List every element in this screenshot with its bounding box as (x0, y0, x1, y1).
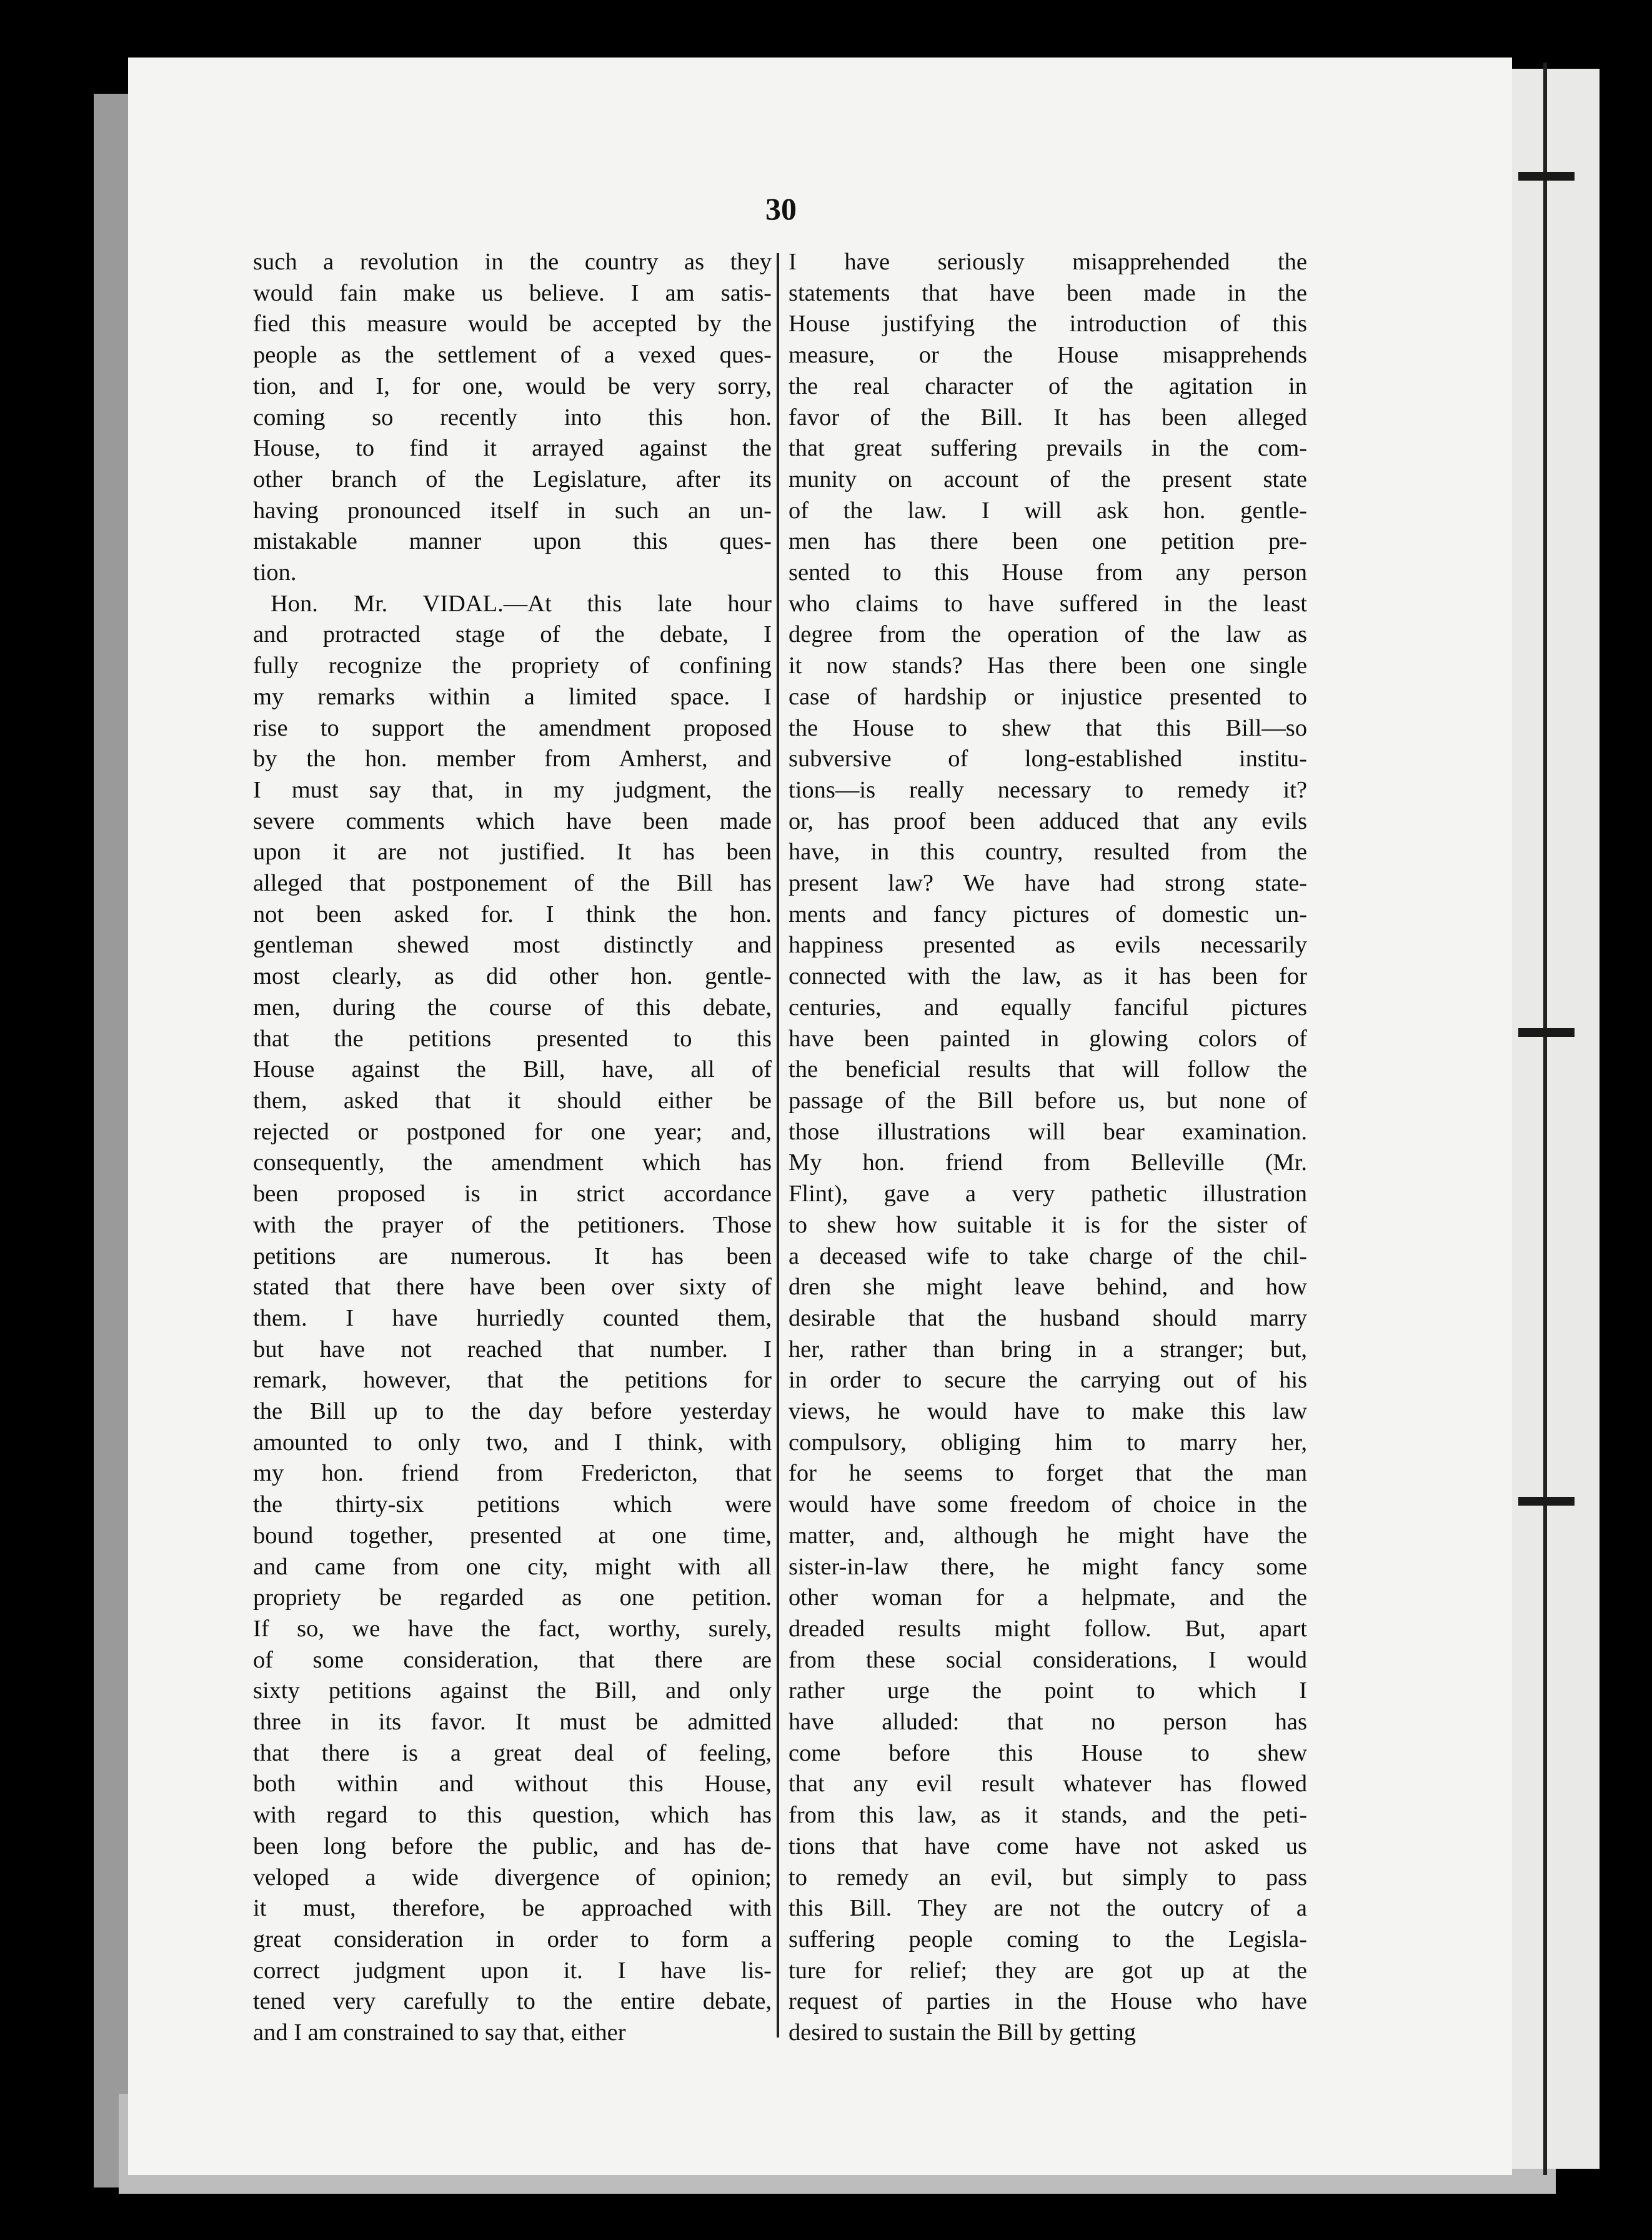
text-line: I have seriously misapprehended the (789, 249, 1307, 275)
text-line: favor of the Bill. It has been alleged (789, 404, 1307, 431)
text-line: with regard to this question, which has (253, 1802, 772, 1829)
text-line: sixty petitions against the Bill, and only (253, 1678, 772, 1704)
text-line: the House to shew that this Bill—so (789, 714, 1307, 741)
text-line: for he seems to forget that the man (789, 1460, 1307, 1487)
text-line: them, asked that it should either be (253, 1087, 772, 1114)
text-line: subversive of long-established institu- (789, 746, 1307, 772)
text-line: that any evil result whatever has flowed (789, 1771, 1307, 1798)
text-line: great consideration in order to form a (253, 1926, 772, 1952)
text-line: that the petitions presented to this (253, 1025, 772, 1052)
stitch-mark (1518, 1028, 1575, 1037)
text-line: statements that have been made in the (789, 279, 1307, 306)
text-line: my hon. friend from Fredericton, that (253, 1460, 772, 1487)
text-line: would fain make us believe. I am satis- (253, 279, 772, 306)
text-line: it must, therefore, be approached with (253, 1895, 772, 1922)
text-line: or, has proof been adduced that any evils (789, 808, 1307, 834)
text-line: tion, and I, for one, would be very sorry, (253, 372, 772, 399)
binding-strip (1512, 69, 1600, 2169)
text-line: most clearly, as did other hon. gentle- (253, 963, 772, 990)
text-line: this Bill. They are not the outcry of a (789, 1895, 1307, 1922)
text-line: House against the Bill, have, all of (253, 1056, 772, 1083)
text-line: degree from the operation of the law as (789, 621, 1307, 648)
text-line: been proposed is in strict accordance (253, 1181, 772, 1208)
text-line: of the law. I will ask hon. gentle- (789, 497, 1307, 524)
text-line: mistakable manner upon this ques- (253, 528, 772, 555)
text-line: rise to support the amendment proposed (253, 714, 772, 741)
column-divider (777, 253, 779, 2038)
text-line: of some consideration, that there are (253, 1646, 772, 1673)
text-line: passage of the Bill before us, but none of (789, 1087, 1307, 1114)
text-line: the beneficial results that will follow the (789, 1056, 1307, 1083)
text-line: gentleman shewed most distinctly and (253, 932, 772, 959)
text-line: connected with the law, as it has been for (789, 963, 1307, 990)
text-line: munity on account of the present state (789, 466, 1307, 492)
text-line: upon it are not justified. It has been (253, 839, 772, 866)
text-line: not been asked for. I think the hon. (253, 901, 772, 928)
text-line: that great suffering prevails in the com- (789, 435, 1307, 462)
text-line: measure, or the House misapprehends (789, 342, 1307, 369)
text-line: fully recognize the propriety of confining (253, 652, 772, 679)
text-line: people as the settlement of a vexed ques- (253, 342, 772, 369)
text-line: them. I have hurriedly counted them, (253, 1304, 772, 1331)
text-line: compulsory, obliging him to marry her, (789, 1429, 1307, 1456)
text-line: Hon. Mr. VIDAL.—At this late hour (271, 590, 772, 617)
text-line: have, in this country, resulted from the (789, 839, 1307, 866)
text-line: come before this House to shew (789, 1739, 1307, 1766)
text-line: that there is a great deal of feeling, (253, 1739, 772, 1766)
text-line: the real character of the agitation in (789, 372, 1307, 399)
text-line: desired to sustain the Bill by getting (789, 2019, 1137, 2046)
text-line: I must say that, in my judgment, the (253, 776, 772, 803)
text-line: case of hardship or injustice presented to (789, 683, 1307, 710)
text-line: from these social considerations, I would (789, 1646, 1307, 1673)
text-line: My hon. friend from Belleville (Mr. (789, 1149, 1307, 1176)
text-line: the Bill up to the day before yesterday (253, 1398, 772, 1425)
text-line: House, to find it arrayed against the (253, 435, 772, 462)
text-line: desirable that the husband should marry (789, 1304, 1307, 1331)
text-line: to remedy an evil, but simply to pass (789, 1864, 1307, 1891)
text-line: coming so recently into this hon. (253, 404, 772, 431)
text-line: present law? We have had strong state- (789, 870, 1307, 897)
text-line: my remarks within a limited space. I (253, 683, 772, 710)
text-line: from this law, as it stands, and the peti- (789, 1802, 1307, 1829)
left-text-column (253, 247, 772, 2047)
text-line: men has there been one petition pre- (789, 528, 1307, 555)
text-line: a deceased wife to take charge of the chil- (789, 1242, 1307, 1269)
text-line: but have not reached that number. I (253, 1336, 772, 1362)
text-line: tions that have come have not asked us (789, 1832, 1307, 1859)
text-line: centuries, and equally fanciful pictures (789, 994, 1307, 1021)
text-line: veloped a wide divergence of opinion; (253, 1864, 772, 1891)
text-line: to shew how suitable it is for the sister of (789, 1211, 1307, 1238)
text-line: stated that there have been over sixty of (253, 1274, 772, 1301)
text-line: alleged that postponement of the Bill has (253, 870, 772, 897)
text-line: House justifying the introduction of this (789, 311, 1307, 338)
text-line: amounted to only two, and I think, with (253, 1429, 772, 1456)
text-line: those illustrations will bear examination. (789, 1118, 1307, 1145)
text-line: with the prayer of the petitioners. Those (253, 1211, 772, 1238)
text-line: sister-in-law there, he might fancy some (789, 1553, 1307, 1580)
text-line: who claims to have suffered in the least (789, 590, 1307, 617)
text-line: both within and without this House, (253, 1771, 772, 1798)
text-line: such a revolution in the country as they (253, 249, 772, 275)
stitch-mark (1518, 1497, 1575, 1506)
text-line: by the hon. member from Amherst, and (253, 746, 772, 772)
text-line: rejected or postponed for one year; and, (253, 1118, 772, 1145)
text-line: tion. (253, 559, 297, 586)
text-line: rather urge the point to which I (789, 1678, 1307, 1704)
text-line: sented to this House from any person (789, 559, 1307, 586)
text-line: have alluded: that no person has (789, 1709, 1307, 1736)
right-text-column (789, 247, 1307, 2047)
text-line: severe comments which have been made (253, 808, 772, 834)
binding-stitch (1543, 62, 1547, 2175)
text-line: dreaded results might follow. But, apart (789, 1615, 1307, 1642)
text-line: men, during the course of this debate, (253, 994, 772, 1021)
text-line: remark, however, that the petitions for (253, 1367, 772, 1394)
text-line: tions—is really necessary to remedy it? (789, 776, 1307, 803)
text-line: fied this measure would be accepted by the (253, 311, 772, 338)
text-line: ture for relief; they are got up at the (789, 1957, 1307, 1984)
text-line: and I am constrained to say that, either (253, 2019, 626, 2046)
text-line: and came from one city, might with all (253, 1553, 772, 1580)
text-line: petitions are numerous. It has been (253, 1242, 772, 1269)
text-line: Flint), gave a very pathetic illustration (789, 1181, 1307, 1208)
text-line: other woman for a helpmate, and the (789, 1584, 1307, 1611)
text-line: consequently, the amendment which has (253, 1149, 772, 1176)
stitch-mark (1518, 172, 1575, 181)
text-line: tened very carefully to the entire debate, (253, 1988, 772, 2015)
text-line: having pronounced itself in such an un- (253, 497, 772, 524)
text-line: have been painted in glowing colors of (789, 1025, 1307, 1052)
text-line: it now stands? Has there been one single (789, 652, 1307, 679)
text-line: other branch of the Legislature, after its (253, 466, 772, 492)
text-line: three in its favor. It must be admitted (253, 1709, 772, 1736)
text-line: bound together, presented at one time, (253, 1522, 772, 1549)
text-line: suffering people coming to the Legisla- (789, 1926, 1307, 1952)
text-line: ments and fancy pictures of domestic un- (789, 901, 1307, 928)
text-line: happiness presented as evils necessarily (789, 932, 1307, 959)
text-line: propriety be regarded as one petition. (253, 1584, 772, 1611)
text-line: in order to secure the carrying out of his (789, 1367, 1307, 1394)
text-line: request of parties in the House who have (789, 1988, 1307, 2015)
text-line: views, he would have to make this law (789, 1398, 1307, 1425)
text-line: and protracted stage of the debate, I (253, 621, 772, 648)
text-line: would have some freedom of choice in the (789, 1491, 1307, 1518)
page-number: 30 (765, 191, 797, 226)
text-line: dren she might leave behind, and how (789, 1274, 1307, 1301)
text-line: her, rather than bring in a stranger; but, (789, 1336, 1307, 1362)
text-line: matter, and, although he might have the (789, 1522, 1307, 1549)
text-line: the thirty-six petitions which were (253, 1491, 772, 1518)
text-line: If so, we have the fact, worthy, surely, (253, 1615, 772, 1642)
text-line: been long before the public, and has de- (253, 1832, 772, 1859)
text-line: correct judgment upon it. I have lis- (253, 1957, 772, 1984)
